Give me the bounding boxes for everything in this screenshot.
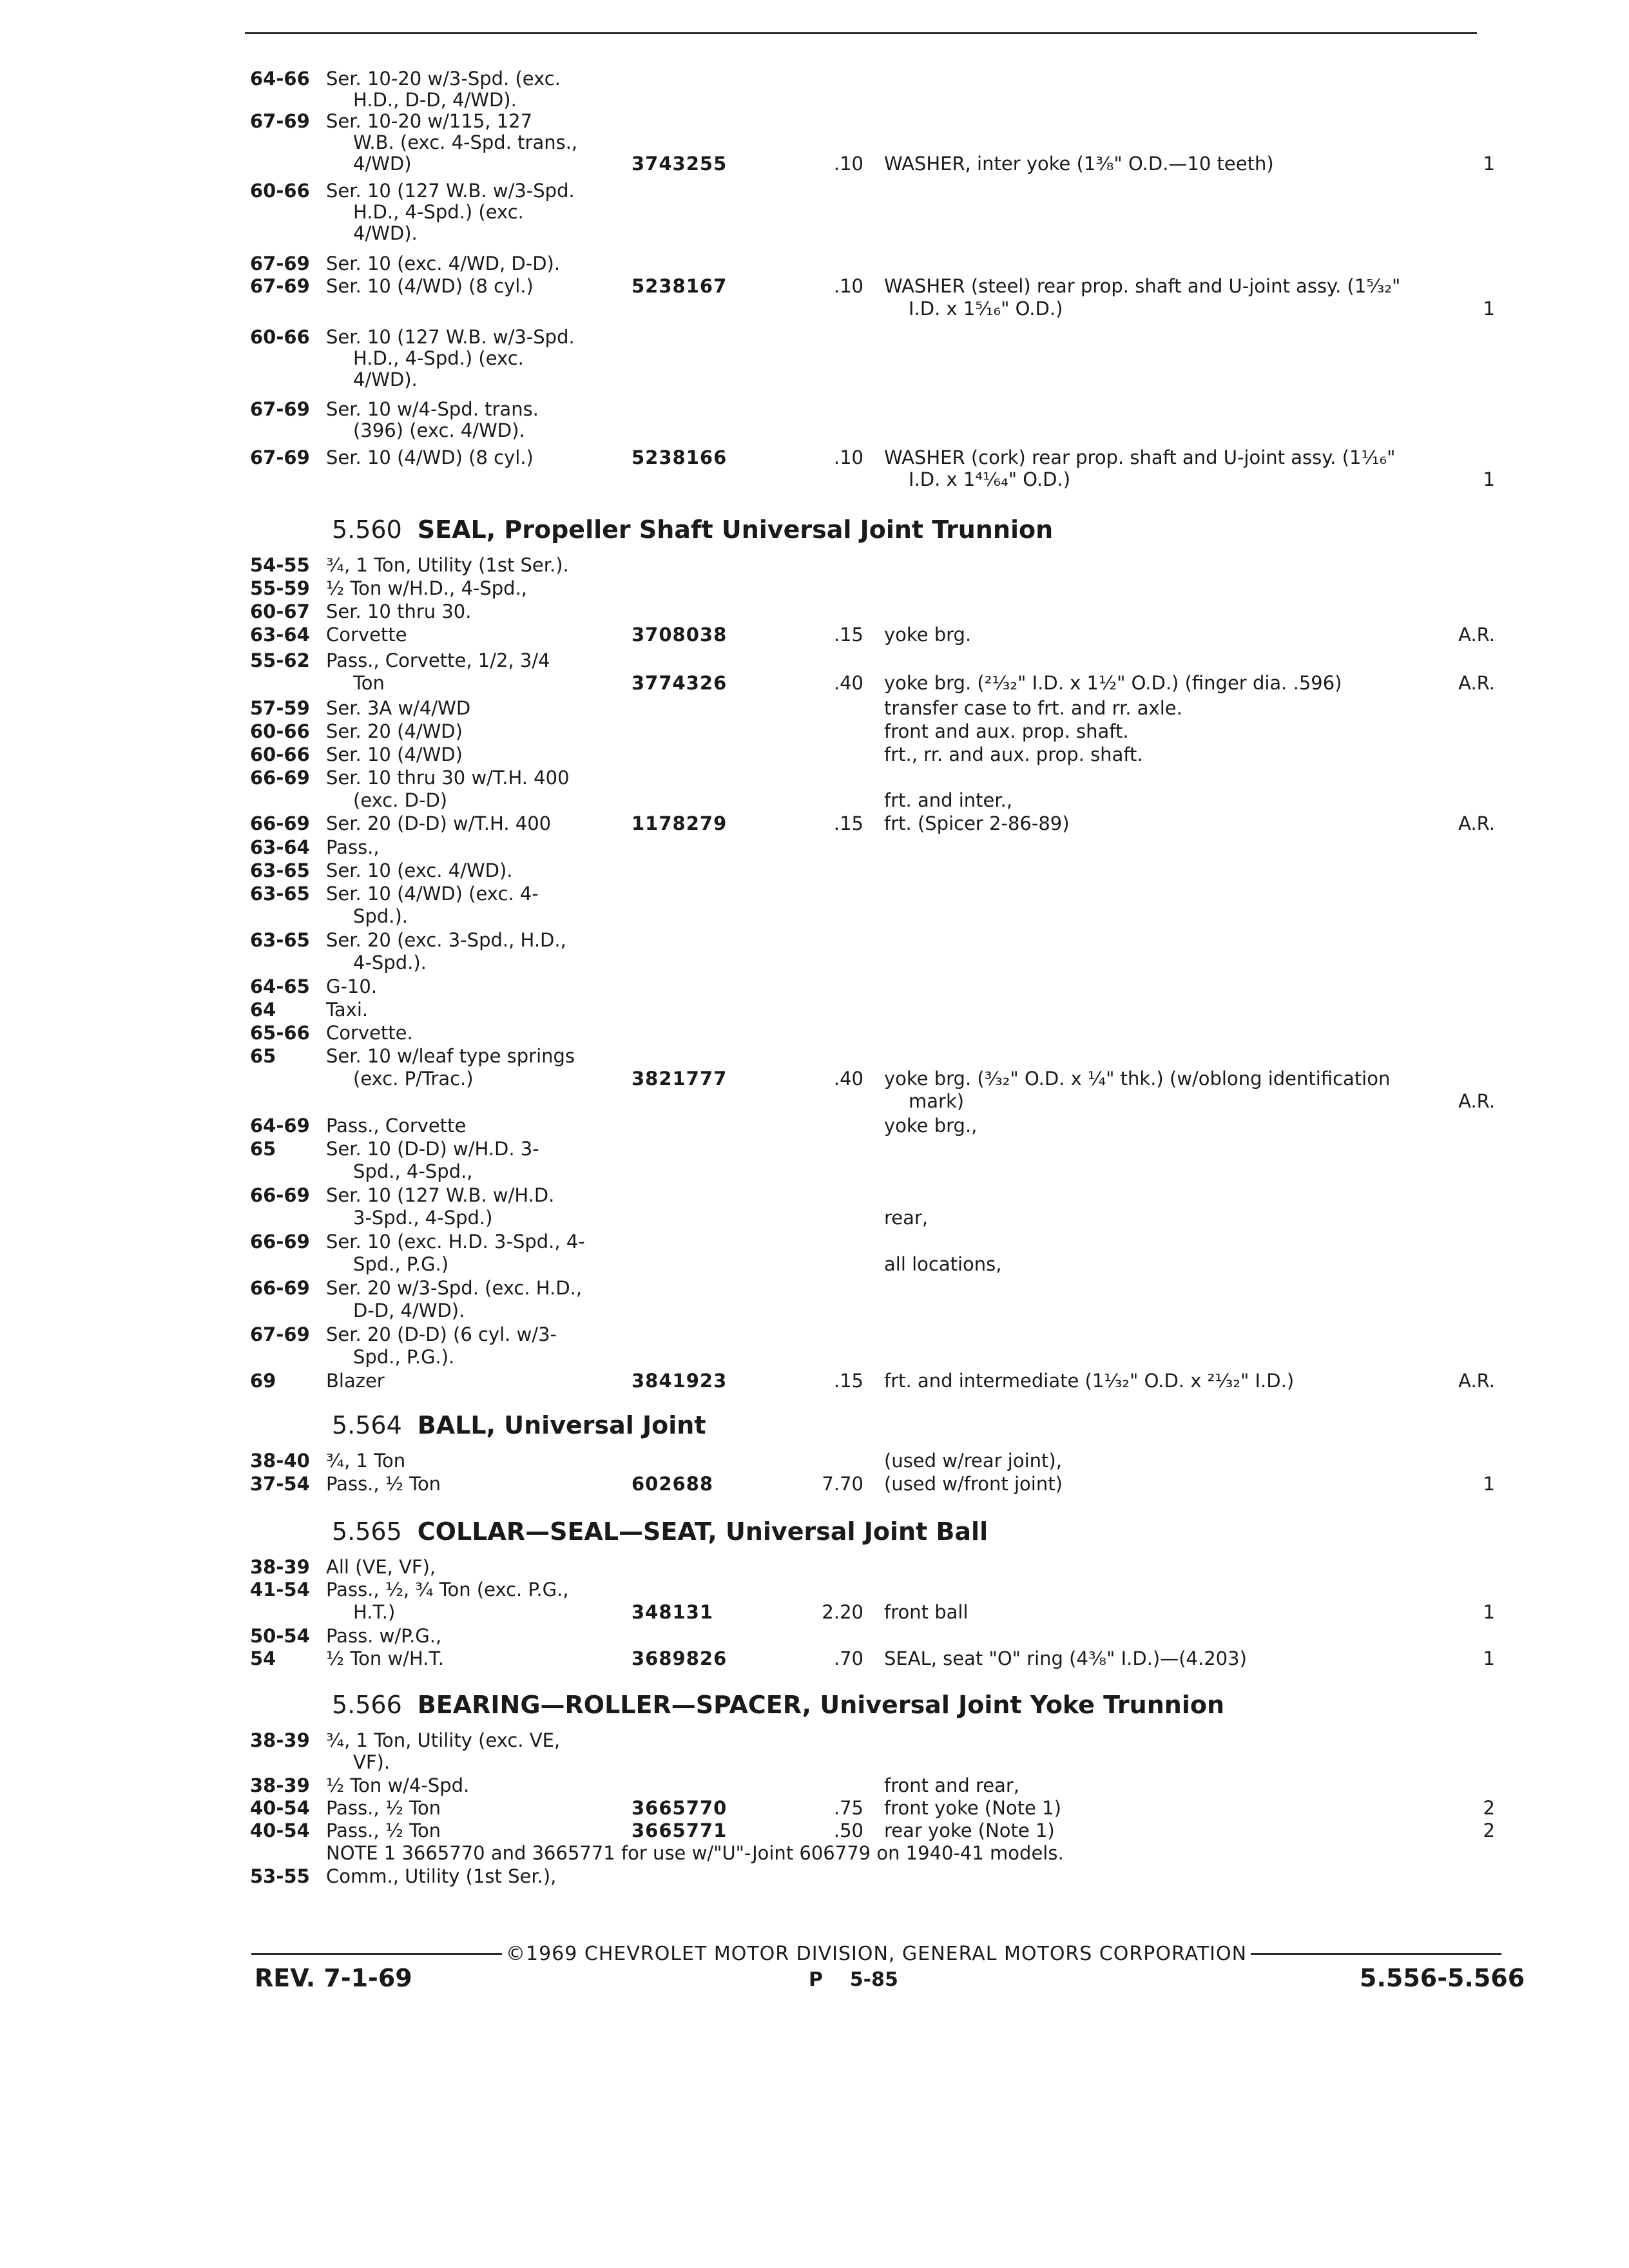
quantity: 2 xyxy=(1483,1797,1495,1819)
model-years: 53-55 xyxy=(250,1865,310,1887)
application: ½ Ton w/H.D., 4-Spd., xyxy=(326,577,528,599)
application: Pass., Corvette xyxy=(326,1115,467,1137)
model-years: 66-69 xyxy=(250,767,310,789)
model-years: 63-65 xyxy=(250,929,310,951)
model-years: 38-39 xyxy=(250,1774,310,1796)
application: Ser. 10 (exc. 4/WD, D-D). xyxy=(326,253,561,274)
part-number: 3665770 xyxy=(631,1797,728,1819)
description: (used w/front joint) xyxy=(884,1473,1063,1495)
model-years: 64 xyxy=(250,999,276,1021)
quantity: A.R. xyxy=(1458,672,1495,694)
application: Ser. 20 (D-D) (6 cyl. w/3- xyxy=(326,1323,557,1345)
application: ³⁄₄, 1 Ton xyxy=(326,1450,406,1472)
quantity: 1 xyxy=(1483,298,1495,320)
application: ³⁄₄, 1 Ton, Utility (exc. VE, xyxy=(326,1729,561,1751)
application: Ser. 10 (4/WD) (8 cyl.) xyxy=(326,275,534,297)
application: Ser. 10 (4/WD) xyxy=(326,744,463,765)
application: NOTE 1 3665770 and 3665771 for use w/"U"-Joint 606779 on 1940-41 models. xyxy=(326,1842,1064,1864)
application-continued: Spd., P.G.) xyxy=(353,1253,449,1275)
model-years: 60-66 xyxy=(250,326,310,348)
price: .50 xyxy=(833,1820,863,1841)
application-continued: VF). xyxy=(353,1751,390,1773)
model-years: 55-59 xyxy=(250,577,310,599)
model-years: 65-66 xyxy=(250,1022,310,1044)
model-years: 67-69 xyxy=(250,253,310,274)
description: rear, xyxy=(884,1207,929,1229)
quantity: 1 xyxy=(1483,1601,1495,1623)
price: 7.70 xyxy=(822,1473,863,1495)
description: WASHER (steel) rear prop. shaft and U-joint assy. (1⁵⁄₃₂" xyxy=(884,275,1401,297)
quantity: A.R. xyxy=(1458,812,1495,834)
description-continued: mark) xyxy=(909,1090,965,1112)
application-continued: (396) (exc. 4/WD). xyxy=(353,419,525,441)
application: ½ Ton w/4-Spd. xyxy=(326,1774,470,1796)
model-years: 67-69 xyxy=(250,1323,310,1345)
application-continued: 3-Spd., 4-Spd.) xyxy=(353,1207,493,1229)
description: front and aux. prop. shaft. xyxy=(884,720,1129,742)
model-years: 67-69 xyxy=(250,110,310,132)
application: Ser. 10 thru 30 w/T.H. 400 xyxy=(326,767,570,789)
quantity: A.R. xyxy=(1458,1090,1495,1112)
application: Pass., xyxy=(326,836,380,858)
application: Comm., Utility (1st Ser.), xyxy=(326,1865,557,1887)
application: Ser. 10 w/leaf type springs xyxy=(326,1045,575,1067)
page-number: P 5-85 xyxy=(809,1968,898,1991)
application: G-10. xyxy=(326,975,378,997)
price: 2.20 xyxy=(822,1601,863,1623)
model-years: 60-66 xyxy=(250,744,310,765)
description: frt. and inter., xyxy=(884,789,1013,811)
model-years: 66-69 xyxy=(250,812,310,834)
part-number: 5238166 xyxy=(631,447,728,468)
model-years: 40-54 xyxy=(250,1820,310,1841)
section-number: 5.566 xyxy=(332,1691,402,1719)
section-number: 5.564 xyxy=(332,1411,402,1439)
description: yoke brg., xyxy=(884,1115,978,1137)
application-continued: H.D., 4-Spd.) (exc. xyxy=(353,347,524,369)
application: Ser. 10 thru 30. xyxy=(326,601,472,622)
model-years: 63-65 xyxy=(250,860,310,881)
description: front ball xyxy=(884,1601,969,1623)
application: Ser. 3A w/4/WD xyxy=(326,697,471,719)
model-years: 64-69 xyxy=(250,1115,310,1137)
model-years: 41-54 xyxy=(250,1579,310,1600)
model-years: 63-65 xyxy=(250,883,310,905)
application-continued: 4/WD). xyxy=(353,222,418,244)
application: Pass., ½ Ton xyxy=(326,1797,441,1819)
application: Pass. w/P.G., xyxy=(326,1625,442,1647)
application: Ser. 20 (4/WD) xyxy=(326,720,463,742)
top-rule xyxy=(245,32,1477,34)
application: Ser. 20 (exc. 3-Spd., H.D., xyxy=(326,929,566,951)
model-years: 66-69 xyxy=(250,1231,310,1253)
price: .40 xyxy=(833,1068,863,1090)
application: Ser. 20 (D-D) w/T.H. 400 xyxy=(326,812,552,834)
application-continued: H.T.) xyxy=(353,1601,396,1623)
section-range: 5.556-5.566 xyxy=(1360,1964,1525,1992)
description: WASHER, inter yoke (1³⁄₈" O.D.—10 teeth) xyxy=(884,153,1274,175)
model-years: 60-66 xyxy=(250,180,310,202)
price: .15 xyxy=(833,624,863,646)
application: Ser. 10-20 w/115, 127 xyxy=(326,110,533,132)
part-number: 348131 xyxy=(631,1601,714,1623)
part-number: 3743255 xyxy=(631,153,728,175)
copyright-text: ©1969 CHEVROLET MOTOR DIVISION, GENERAL MOTORS CORPORATION xyxy=(505,1943,1248,1965)
application-continued: Ton xyxy=(353,672,385,694)
part-number: 3774326 xyxy=(631,672,728,694)
part-number: 3821777 xyxy=(631,1068,728,1090)
quantity: 1 xyxy=(1483,468,1495,490)
model-years: 38-40 xyxy=(250,1450,310,1472)
application-continued: H.D., 4-Spd.) (exc. xyxy=(353,201,524,223)
application: Ser. 10 (127 W.B. w/3-Spd. xyxy=(326,180,575,202)
description: rear yoke (Note 1) xyxy=(884,1820,1055,1841)
application: Ser. 10 (4/WD) (exc. 4- xyxy=(326,883,539,905)
section-number: 5.560 xyxy=(332,515,402,544)
description: SEAL, seat "O" ring (4³⁄₈" I.D.)—(4.203) xyxy=(884,1648,1247,1669)
application-continued: D-D, 4/WD). xyxy=(353,1300,465,1321)
application: Ser. 20 w/3-Spd. (exc. H.D., xyxy=(326,1277,583,1299)
model-years: 57-59 xyxy=(250,697,310,719)
application: ½ Ton w/H.T. xyxy=(326,1648,444,1669)
application: Pass., Corvette, 1/2, 3/4 xyxy=(326,649,550,671)
application: All (VE, VF), xyxy=(326,1556,436,1578)
model-years: 64-65 xyxy=(250,975,310,997)
quantity: 2 xyxy=(1483,1820,1495,1841)
part-number: 3841923 xyxy=(631,1370,728,1392)
description: frt. and intermediate (1¹⁄₃₂" O.D. x ²¹⁄₃₂" I.D.) xyxy=(884,1370,1295,1392)
part-number: 3665771 xyxy=(631,1820,728,1841)
model-years: 65 xyxy=(250,1138,276,1160)
price: .10 xyxy=(833,153,863,175)
revision-date: REV. 7-1-69 xyxy=(255,1964,412,1992)
application: Ser. 10 w/4-Spd. trans. xyxy=(326,398,539,420)
application: Ser. 10 (exc. H.D. 3-Spd., 4- xyxy=(326,1231,585,1253)
model-years: 38-39 xyxy=(250,1556,310,1578)
section-heading xyxy=(332,1517,988,1546)
application: Ser. 10-20 w/3-Spd. (exc. xyxy=(326,68,561,90)
application: Taxi. xyxy=(326,999,369,1021)
part-number: 602688 xyxy=(631,1473,714,1495)
section-title: BALL, Universal Joint xyxy=(417,1411,706,1439)
description: frt. (Spicer 2-86-89) xyxy=(884,812,1070,834)
application-continued: W.B. (exc. 4-Spd. trans., xyxy=(353,131,578,153)
price: .15 xyxy=(833,1370,863,1392)
price: .10 xyxy=(833,275,863,297)
application: Pass., ½ Ton xyxy=(326,1473,441,1495)
application-continued: Spd., 4-Spd., xyxy=(353,1160,473,1182)
description: yoke brg. xyxy=(884,624,972,646)
application: Pass., ½ Ton xyxy=(326,1820,441,1841)
model-years: 55-62 xyxy=(250,649,310,671)
model-years: 54-55 xyxy=(250,554,310,576)
application: Ser. 10 (127 W.B. w/3-Spd. xyxy=(326,326,575,348)
application: ³⁄₄, 1 Ton, Utility (1st Ser.). xyxy=(326,554,569,576)
application: Ser. 10 (127 W.B. w/H.D. xyxy=(326,1184,555,1206)
application: Blazer xyxy=(326,1370,385,1392)
application-continued: 4-Spd.). xyxy=(353,952,427,974)
quantity: A.R. xyxy=(1458,624,1495,646)
model-years: 67-69 xyxy=(250,447,310,468)
model-years: 63-64 xyxy=(250,836,310,858)
price: .75 xyxy=(833,1797,863,1819)
section-number: 5.565 xyxy=(332,1517,402,1546)
section-title: COLLAR—SEAL—SEAT, Universal Joint Ball xyxy=(417,1517,988,1546)
part-number: 3708038 xyxy=(631,624,728,646)
description: WASHER (cork) rear prop. shaft and U-joint assy. (1¹⁄₁₆" xyxy=(884,447,1396,468)
application-continued: H.D., D-D, 4/WD). xyxy=(353,89,517,111)
quantity: 1 xyxy=(1483,1648,1495,1669)
application: Corvette. xyxy=(326,1022,413,1044)
model-years: 66-69 xyxy=(250,1277,310,1299)
application: Ser. 10 (4/WD) (8 cyl.) xyxy=(326,447,534,468)
quantity: 1 xyxy=(1483,153,1495,175)
part-number: 5238167 xyxy=(631,275,728,297)
section-heading xyxy=(332,515,1053,544)
model-years: 69 xyxy=(250,1370,276,1392)
description: yoke brg. (²¹⁄₃₂" I.D. x 1½" O.D.) (finger dia. .596) xyxy=(884,672,1342,694)
model-years: 64-66 xyxy=(250,68,310,90)
application-continued: 4/WD). xyxy=(353,369,418,390)
description: front yoke (Note 1) xyxy=(884,1797,1061,1819)
price: .15 xyxy=(833,812,863,834)
model-years: 60-66 xyxy=(250,720,310,742)
application-continued: 4/WD) xyxy=(353,153,412,175)
description-continued: I.D. x 1⁴¹⁄₆₄" O.D.) xyxy=(909,468,1071,490)
description: transfer case to frt. and rr. axle. xyxy=(884,697,1182,719)
model-years: 38-39 xyxy=(250,1729,310,1751)
price: .40 xyxy=(833,672,863,694)
application-continued: (exc. D-D) xyxy=(353,789,448,811)
application: Corvette xyxy=(326,624,407,646)
description: yoke brg. (³⁄₃₂" O.D. x ¼" thk.) (w/oblong identification xyxy=(884,1068,1391,1090)
description: front and rear, xyxy=(884,1774,1020,1796)
part-number: 3689826 xyxy=(631,1648,728,1669)
model-years: 65 xyxy=(250,1045,276,1067)
description: frt., rr. and aux. prop. shaft. xyxy=(884,744,1143,765)
price: .70 xyxy=(833,1648,863,1669)
section-title: SEAL, Propeller Shaft Universal Joint Trunnion xyxy=(417,515,1054,544)
application: Ser. 10 (exc. 4/WD). xyxy=(326,860,513,881)
description: all locations, xyxy=(884,1253,1002,1275)
model-years: 54 xyxy=(250,1648,276,1669)
model-years: 63-64 xyxy=(250,624,310,646)
section-heading xyxy=(332,1691,1224,1719)
description-continued: I.D. x 1⁵⁄₁₆" O.D.) xyxy=(909,298,1063,320)
quantity: 1 xyxy=(1483,1473,1495,1495)
model-years: 67-69 xyxy=(250,398,310,420)
application-continued: (exc. P/Trac.) xyxy=(353,1068,474,1090)
quantity: A.R. xyxy=(1458,1370,1495,1392)
model-years: 50-54 xyxy=(250,1625,310,1647)
application: Pass., ½, ³⁄₄ Ton (exc. P.G., xyxy=(326,1579,569,1600)
model-years: 40-54 xyxy=(250,1797,310,1819)
application: Ser. 10 (D-D) w/H.D. 3- xyxy=(326,1138,539,1160)
copyright-line xyxy=(251,1943,1501,1965)
application-continued: Spd.). xyxy=(353,905,408,927)
model-years: 60-67 xyxy=(250,601,310,622)
price: .10 xyxy=(833,447,863,468)
section-title: BEARING—ROLLER—SPACER, Universal Joint Yoke Trunnion xyxy=(417,1691,1225,1719)
section-heading xyxy=(332,1411,706,1439)
model-years: 37-54 xyxy=(250,1473,310,1495)
description: (used w/rear joint), xyxy=(884,1450,1062,1472)
model-years: 66-69 xyxy=(250,1184,310,1206)
application-continued: Spd., P.G.). xyxy=(353,1346,455,1368)
part-number: 1178279 xyxy=(631,812,728,834)
model-years: 67-69 xyxy=(250,275,310,297)
